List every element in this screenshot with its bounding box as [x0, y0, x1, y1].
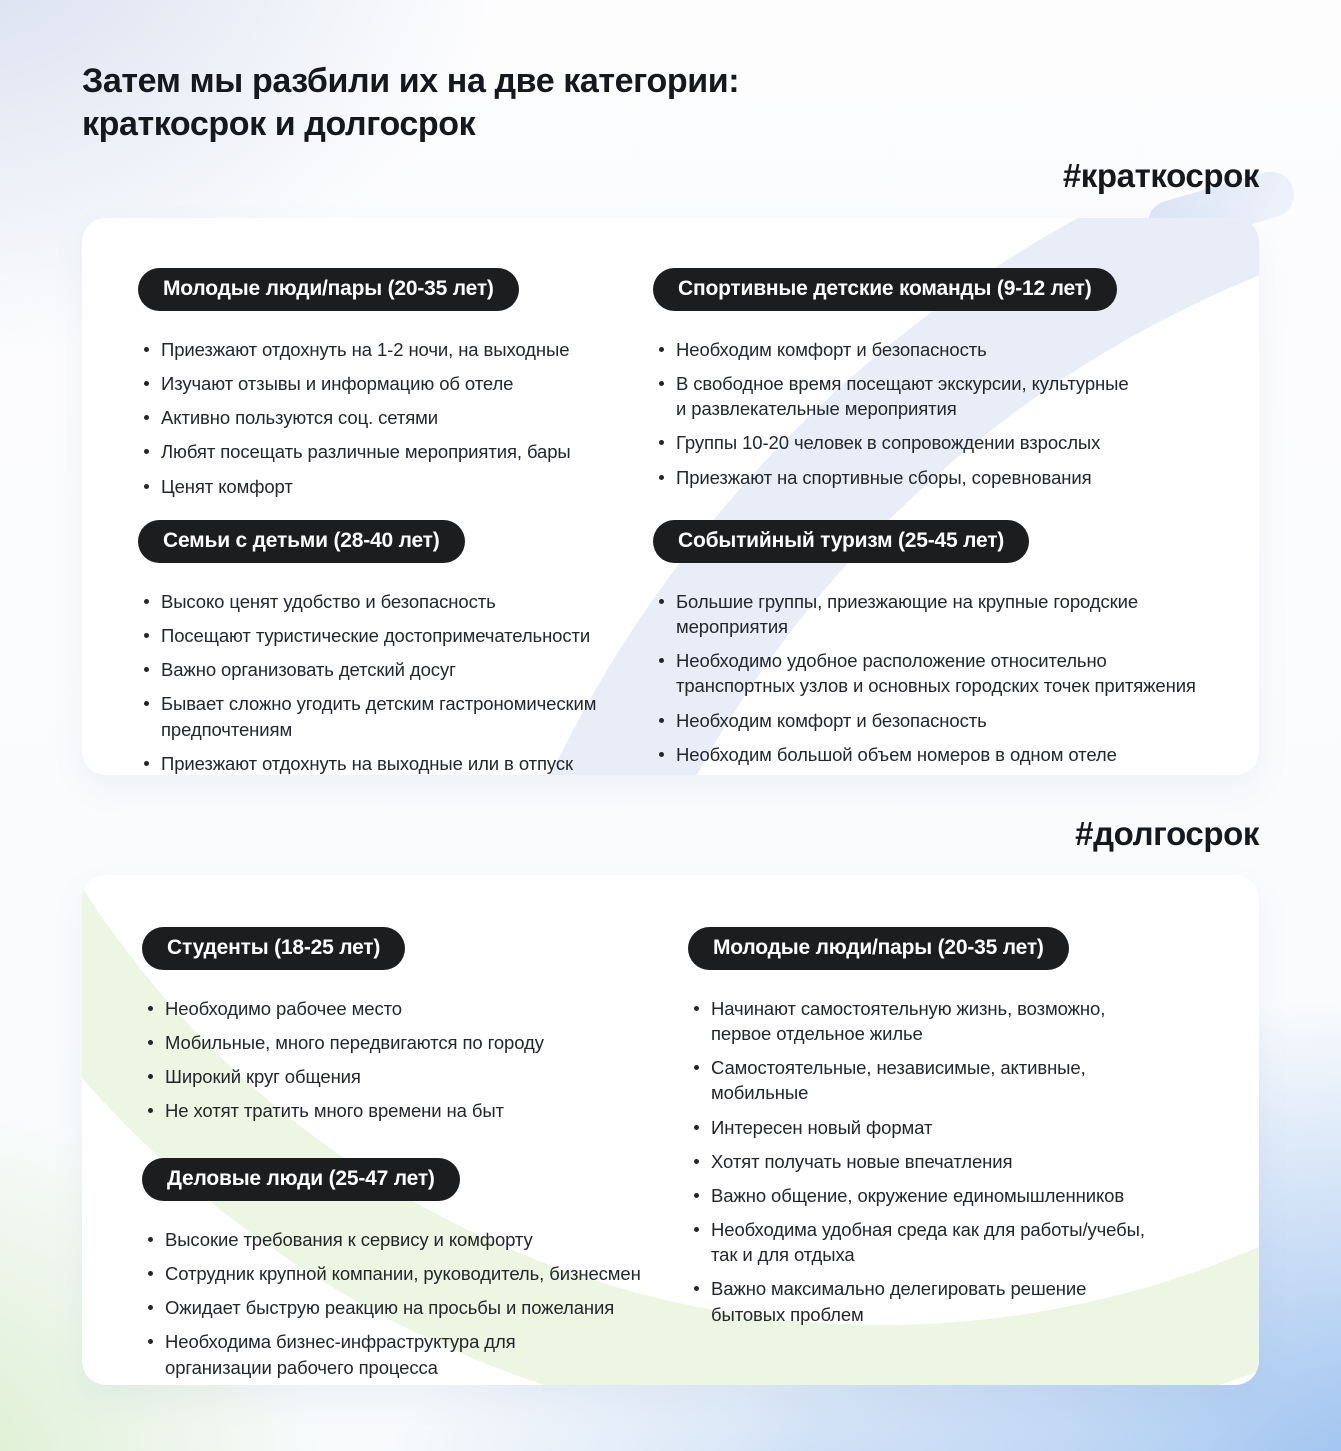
segment-pill-young-couples-short: Молодые люди/пары (20-35 лет) — [138, 268, 519, 311]
bullet-item: Большие группы, приезжающие на крупные городские мероприятия — [653, 589, 1228, 639]
bullet-item: Любят посещать различные мероприятия, бары — [138, 439, 618, 464]
bullet-item: Необходима бизнес-инфраструктура для организации рабочего процесса — [142, 1329, 625, 1379]
bullet-list — [138, 589, 608, 775]
bullet-item: Начинают самостоятельную жизнь, возможно, первое отдельное жилье — [688, 996, 1166, 1046]
bullet-item: Бывает сложно угодить детским гастрономическим предпочтениям — [138, 691, 601, 741]
bullet-list — [142, 996, 612, 1124]
bullet-item: Приезжают отдохнуть на 1-2 ночи, на выходные — [138, 337, 618, 362]
bullet-item: Приезжают на спортивные сборы, соревнования — [653, 465, 1198, 490]
segment-pill-kids-sport-teams: Спортивные детские команды (9-12 лет) — [653, 268, 1117, 311]
page-title-line-2: краткосрок и долгосрок — [82, 105, 476, 143]
bullet-item: Необходимо рабочее место — [142, 996, 612, 1021]
segment-event-tourism — [653, 520, 1228, 775]
segment-pill-young-couples-long: Молодые люди/пары (20-35 лет) — [688, 927, 1069, 970]
bullet-item: Интересен новый формат — [688, 1115, 1153, 1140]
bullet-item: Необходим комфорт и безопасность — [653, 337, 1198, 362]
bullet-item: Мобильные, много передвигаются по городу — [142, 1030, 612, 1055]
bullet-item: Ожидает быструю реакцию на просьбы и пожелания — [142, 1295, 642, 1320]
bullet-list — [138, 337, 618, 499]
bullet-item: Активно пользуются соц. сетями — [138, 405, 618, 430]
bullet-item: Приезжают отдохнуть на выходные или в отпуск — [138, 751, 608, 775]
page-title-line-1: Затем мы разбили их на две категории: — [82, 62, 740, 100]
bullet-item: Высокие требования к сервису и комфорту — [142, 1227, 642, 1252]
bullet-list — [653, 589, 1228, 767]
card-short-term — [82, 218, 1259, 775]
page-title — [82, 60, 739, 146]
bullet-item: Широкий круг общения — [142, 1064, 612, 1089]
bullet-item: Изучают отзывы и информацию об отеле — [138, 371, 618, 396]
bullet-item: Ценят комфорт — [138, 474, 618, 499]
bullet-list — [142, 1227, 642, 1380]
segment-pill-families-with-children: Семьи с детьми (28-40 лет) — [138, 520, 465, 563]
segment-students — [142, 927, 612, 1133]
hashtag-short-term: #краткосрок — [1062, 157, 1259, 194]
bullet-list — [653, 337, 1198, 490]
bullet-item: Сотрудник крупной компании, руководитель, бизнесмен — [142, 1261, 642, 1286]
segment-pill-students: Студенты (18-25 лет) — [142, 927, 405, 970]
bullet-item: Посещают туристические достопримечательности — [138, 623, 608, 648]
bullet-item: Важно максимально делегировать решение бытовых проблем — [688, 1276, 1141, 1326]
segment-families-with-children — [138, 520, 608, 775]
bullet-list — [688, 996, 1153, 1327]
hashtag-long-term: #долгосрок — [1075, 815, 1259, 852]
bullet-item: Необходима удобная среда как для работы/учебы, так и для отдыха — [688, 1217, 1156, 1267]
bullet-item: Самостоятельные, независимые, активные, мобильные — [688, 1055, 1111, 1105]
bullet-item: В свободное время посещают экскурсии, культурные и развлекательные мероприятия — [653, 371, 1138, 421]
bullet-item: Необходимо удобное расположение относительно транспортных узлов и основных городских точек притяжения — [653, 648, 1216, 698]
segment-pill-business-people: Деловые люди (25-47 лет) — [142, 1158, 460, 1201]
bullet-item: Высоко ценят удобство и безопасность — [138, 589, 608, 614]
segment-young-couples-long — [688, 927, 1153, 1336]
bullet-item: Необходим большой объем номеров в одном отеле — [653, 742, 1228, 767]
segment-young-couples-short — [138, 268, 618, 508]
segment-business-people — [142, 1158, 642, 1385]
bullet-item: Важно организовать детский досуг — [138, 657, 608, 682]
bullet-item: Необходим комфорт и безопасность — [653, 708, 1228, 733]
card-long-term — [82, 875, 1259, 1385]
segment-pill-event-tourism: Событийный туризм (25-45 лет) — [653, 520, 1029, 563]
bullet-item: Важно общение, окружение единомышленников — [688, 1183, 1153, 1208]
segment-kids-sport-teams — [653, 268, 1198, 499]
bullet-item: Хотят получать новые впечатления — [688, 1149, 1153, 1174]
bullet-item: Группы 10-20 человек в сопровождении взрослых — [653, 430, 1198, 455]
bullet-item: Не хотят тратить много времени на быт — [142, 1098, 612, 1123]
